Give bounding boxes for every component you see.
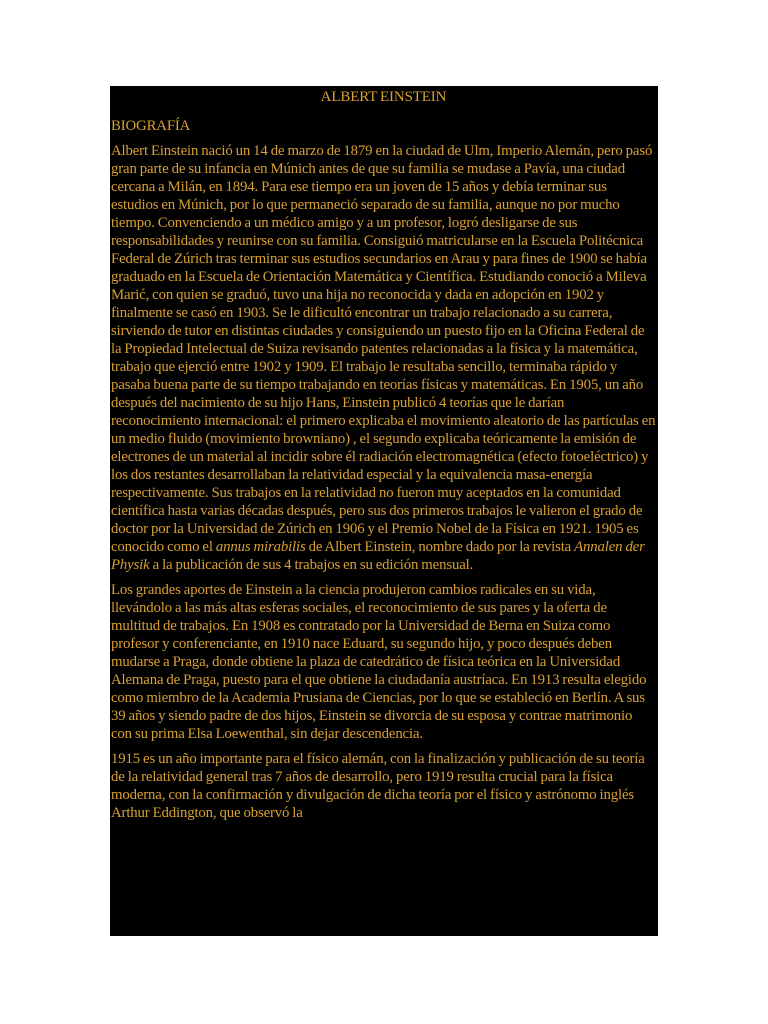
document-page bbox=[110, 86, 658, 936]
biography-paragraph-3: 1915 es un año importante para el físico alemán, con la finalización y publicación de su teoría de la relatividad general tras 7 años de desarrollo, pero 1919 resulta crucial para la física moderna, con la confirmación y divulgación de dicha teoría por el físico y astrónomo inglés Arthur Eddington, que observó la bbox=[111, 751, 645, 821]
biography-paragraph-1 bbox=[111, 142, 656, 574]
paragraph-1-italic-a: annus mirabilis bbox=[215, 539, 306, 555]
paragraph-1-text-a: Albert Einstein nació un 14 de marzo de 1879 en la ciudad de Ulm, Imperio Alemán, pero pasó gran parte de su infancia en Múnich antes de que su familia se mudase a Pavía, una ciudad cercana a Milán, en 1894. Para ese tiempo era un joven de 15 años y debía terminar sus estudios en Múnich, por lo que permaneció separado de su familia, aunque no por mucho tiempo. Convenciendo a un médico amigo y a un profesor, logró desligarse de sus responsabilidades y reunirse con su familia. Consiguió matricularse en la Escuela Politécnica Federal de Zúrich tras terminar sus estudios secundarios en Arau y para fines de 1900 se había graduado en la Escuela de Orientación Matemática y Científica. Estudiando conoció a Mileva Marić, con quien se graduó, tuvo una hija no reconocida y dada en adopción en 1902 y finalmente se casó en 1903. Se le dificultó encontrar un trabajo relacionado a su carrera, sirviendo de tutor en distintas ciudades y consiguiendo un puesto fijo en la Oficina Federal de la Propiedad Intelectual de Suiza revisando patentes relacionadas a la física y la matemática, trabajo que ejerció entre 1902 y 1909. El trabajo le resultaba sencillo, terminaba rápido y pasaba buena parte de su tiempo trabajando en teorías físicas y matemáticas. En 1905, un año después del nacimiento de su hijo Hans, Einstein publicó 4 teorías que le darían reconocimiento internacional: el primero explicaba el movimiento aleatorio de las partículas en un medio fluido (movimiento browniano) , el segundo explicaba teóricamente la emisión de electrones de un material al incidir sobre él radiación electromagnética (efecto fotoeléctrico) y los dos restantes desarrollaban la relatividad especial y la equivalencia masa-energía respectivamente. Sus trabajos en la relatividad no fueron muy aceptados en la comunidad científica hasta varias décadas después, pero sus dos primeros trabajos le valieron el grado de doctor por la Universidad de Zúrich en 1906 y el Premio Nobel de la Física en 1921. 1905 es conocido como el bbox=[111, 143, 656, 555]
document-title: ALBERT EINSTEIN bbox=[320, 89, 447, 105]
paragraph-1-text-b: de Albert Einstein, nombre dado por la revista bbox=[305, 539, 575, 555]
paragraph-1-italic-b: Annalen der Physik bbox=[111, 539, 645, 573]
paragraph-1-text-c: a la publicación de sus 4 trabajos en su edición mensual. bbox=[149, 557, 474, 573]
document-content bbox=[110, 86, 658, 822]
section-heading: BIOGRAFÍA bbox=[111, 118, 191, 134]
biography-paragraph-2: Los grandes aportes de Einstein a la ciencia produjeron cambios radicales en su vida, llevándolo a las más altas esferas sociales, el reconocimiento de sus pares y la oferta de multitud de trabajos. En 1908 es contratado por la Universidad de Berna en Suiza como profesor y conferenciante, en 1910 nace Eduard, su segundo hijo, y poco después deben mudarse a Praga, donde obtiene la plaza de catedrático de física teórica en la Universidad Alemana de Praga, puesto para el que obtiene la ciudadanía austríaca. En 1913 resulta elegido como miembro de la Academia Prusiana de Ciencias, por lo que se estableció en Berlín. A sus 39 años y siendo padre de dos hijos, Einstein se divorcia de su esposa y contrae matrimonio con su prima Elsa Loewenthal, sin dejar descendencia. bbox=[111, 582, 647, 742]
